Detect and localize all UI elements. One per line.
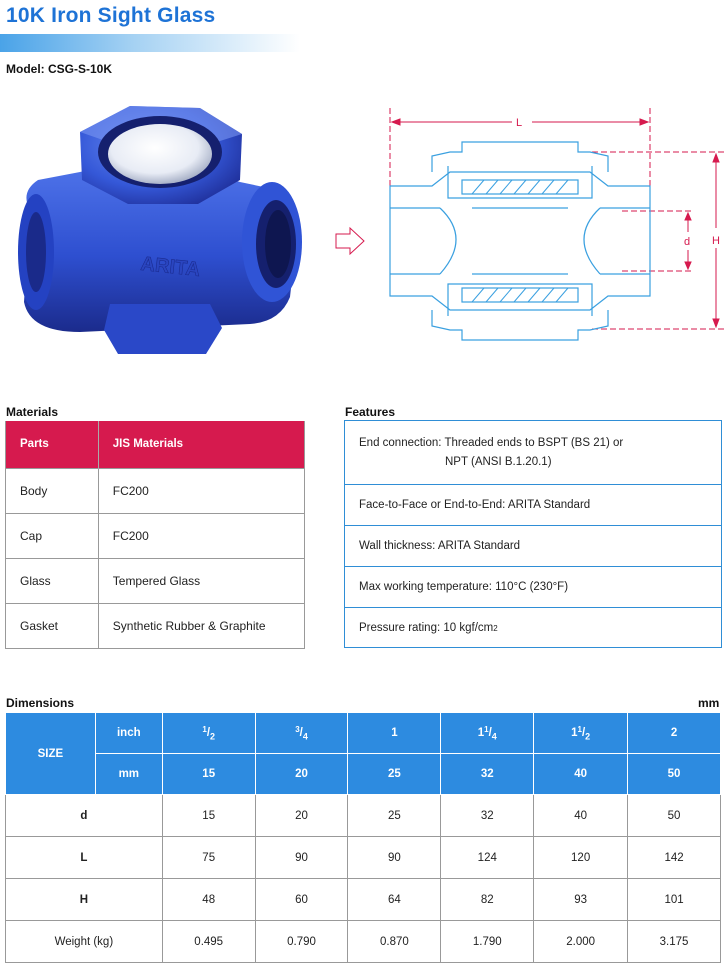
feature-end-connection-line1: End connection: Threaded ends to BSPT (BS 21) or — [359, 437, 624, 449]
material-part: Body — [6, 468, 99, 513]
cell-value: 0.790 — [255, 921, 348, 963]
table-row — [6, 921, 721, 963]
materials-header-parts: Parts — [6, 421, 99, 468]
page-title: 10K Iron Sight Glass — [6, 4, 216, 27]
feature-end-connection-line2: NPT (ANSI B.1.20.1) — [445, 456, 552, 468]
mm-size: 25 — [348, 754, 441, 795]
materials-header-jis: JIS Materials — [98, 421, 304, 468]
inch-size: 2 — [628, 713, 721, 754]
mm-header: mm — [95, 754, 162, 795]
label-L: L — [516, 117, 523, 129]
inch-size: $1^1/_2$ — [534, 713, 628, 754]
features-title: Features — [345, 405, 396, 419]
unit-label: mm — [698, 696, 720, 710]
material-value: FC200 — [98, 468, 304, 513]
feature-pressure-exp: 2 — [493, 623, 498, 633]
cell-value: 48 — [162, 879, 255, 921]
cell-value: 32 — [441, 795, 534, 837]
cell-value: 1.790 — [441, 921, 534, 963]
cell-value: 124 — [441, 837, 534, 879]
features-box — [344, 420, 722, 648]
materials-table — [5, 421, 305, 649]
cell-value: 93 — [534, 879, 628, 921]
mm-size: 40 — [534, 754, 628, 795]
dimensions-table — [5, 712, 721, 963]
feature-wall-thickness: Wall thickness: ARITA Standard — [345, 526, 721, 567]
dimensions-title: Dimensions — [6, 696, 75, 710]
cell-value: 25 — [348, 795, 441, 837]
cell-value: 0.495 — [162, 921, 255, 963]
cell-value: 0.870 — [348, 921, 441, 963]
inch-size: $^3/_4$ — [255, 713, 348, 754]
table-row — [6, 837, 721, 879]
mm-size: 32 — [441, 754, 534, 795]
cell-value: 3.175 — [628, 921, 721, 963]
label-d: d — [684, 236, 691, 248]
row-label: Weight (kg) — [6, 921, 163, 963]
cell-value: 15 — [162, 795, 255, 837]
feature-end-connection — [345, 421, 721, 485]
cell-value: 2.000 — [534, 921, 628, 963]
row-label: H — [6, 879, 163, 921]
inch-header: inch — [95, 713, 162, 754]
size-header: SIZE — [6, 713, 96, 795]
materials-header-row — [6, 421, 305, 468]
title-band — [0, 34, 300, 52]
cell-value: 40 — [534, 795, 628, 837]
mm-size: 20 — [255, 754, 348, 795]
feature-max-temp: Max working temperature: 110°C (230°F) — [345, 567, 721, 608]
material-value: Synthetic Rubber & Graphite — [98, 603, 304, 648]
model-label: Model: CSG-S-10K — [6, 62, 113, 76]
cell-value: 64 — [348, 879, 441, 921]
cell-value: 90 — [255, 837, 348, 879]
material-part: Cap — [6, 513, 99, 558]
table-row — [6, 513, 305, 558]
cell-value: 142 — [628, 837, 721, 879]
row-label: d — [6, 795, 163, 837]
inch-size: $1^1/_4$ — [441, 713, 534, 754]
row-label: L — [6, 837, 163, 879]
brand-emboss-text: ARITA — [139, 253, 202, 282]
cell-value: 82 — [441, 879, 534, 921]
table-row — [6, 879, 721, 921]
feature-face-to-face: Face-to-Face or End-to-End: ARITA Standard — [345, 485, 721, 526]
table-row — [6, 795, 721, 837]
materials-title: Materials — [6, 405, 59, 419]
material-part: Glass — [6, 558, 99, 603]
cell-value: 60 — [255, 879, 348, 921]
table-row — [6, 603, 305, 648]
cell-value: 120 — [534, 837, 628, 879]
product-photo — [10, 92, 310, 362]
cell-value: 50 — [628, 795, 721, 837]
label-H: H — [712, 235, 720, 247]
cell-value: 75 — [162, 837, 255, 879]
mm-size: 50 — [628, 754, 721, 795]
material-part: Gasket — [6, 603, 99, 648]
inch-size: 1 — [348, 713, 441, 754]
mm-row — [6, 754, 721, 795]
table-row — [6, 558, 305, 603]
material-value: FC200 — [98, 513, 304, 558]
inch-size: $^1/_2$ — [162, 713, 255, 754]
feature-pressure — [345, 608, 721, 648]
cell-value: 101 — [628, 879, 721, 921]
inch-row — [6, 713, 721, 754]
section-diagram — [332, 108, 724, 348]
material-value: Tempered Glass — [98, 558, 304, 603]
table-row — [6, 468, 305, 513]
cell-value: 90 — [348, 837, 441, 879]
cell-value: 20 — [255, 795, 348, 837]
mm-size: 15 — [162, 754, 255, 795]
feature-pressure-text: Pressure rating: 10 kgf/cm — [359, 622, 494, 634]
